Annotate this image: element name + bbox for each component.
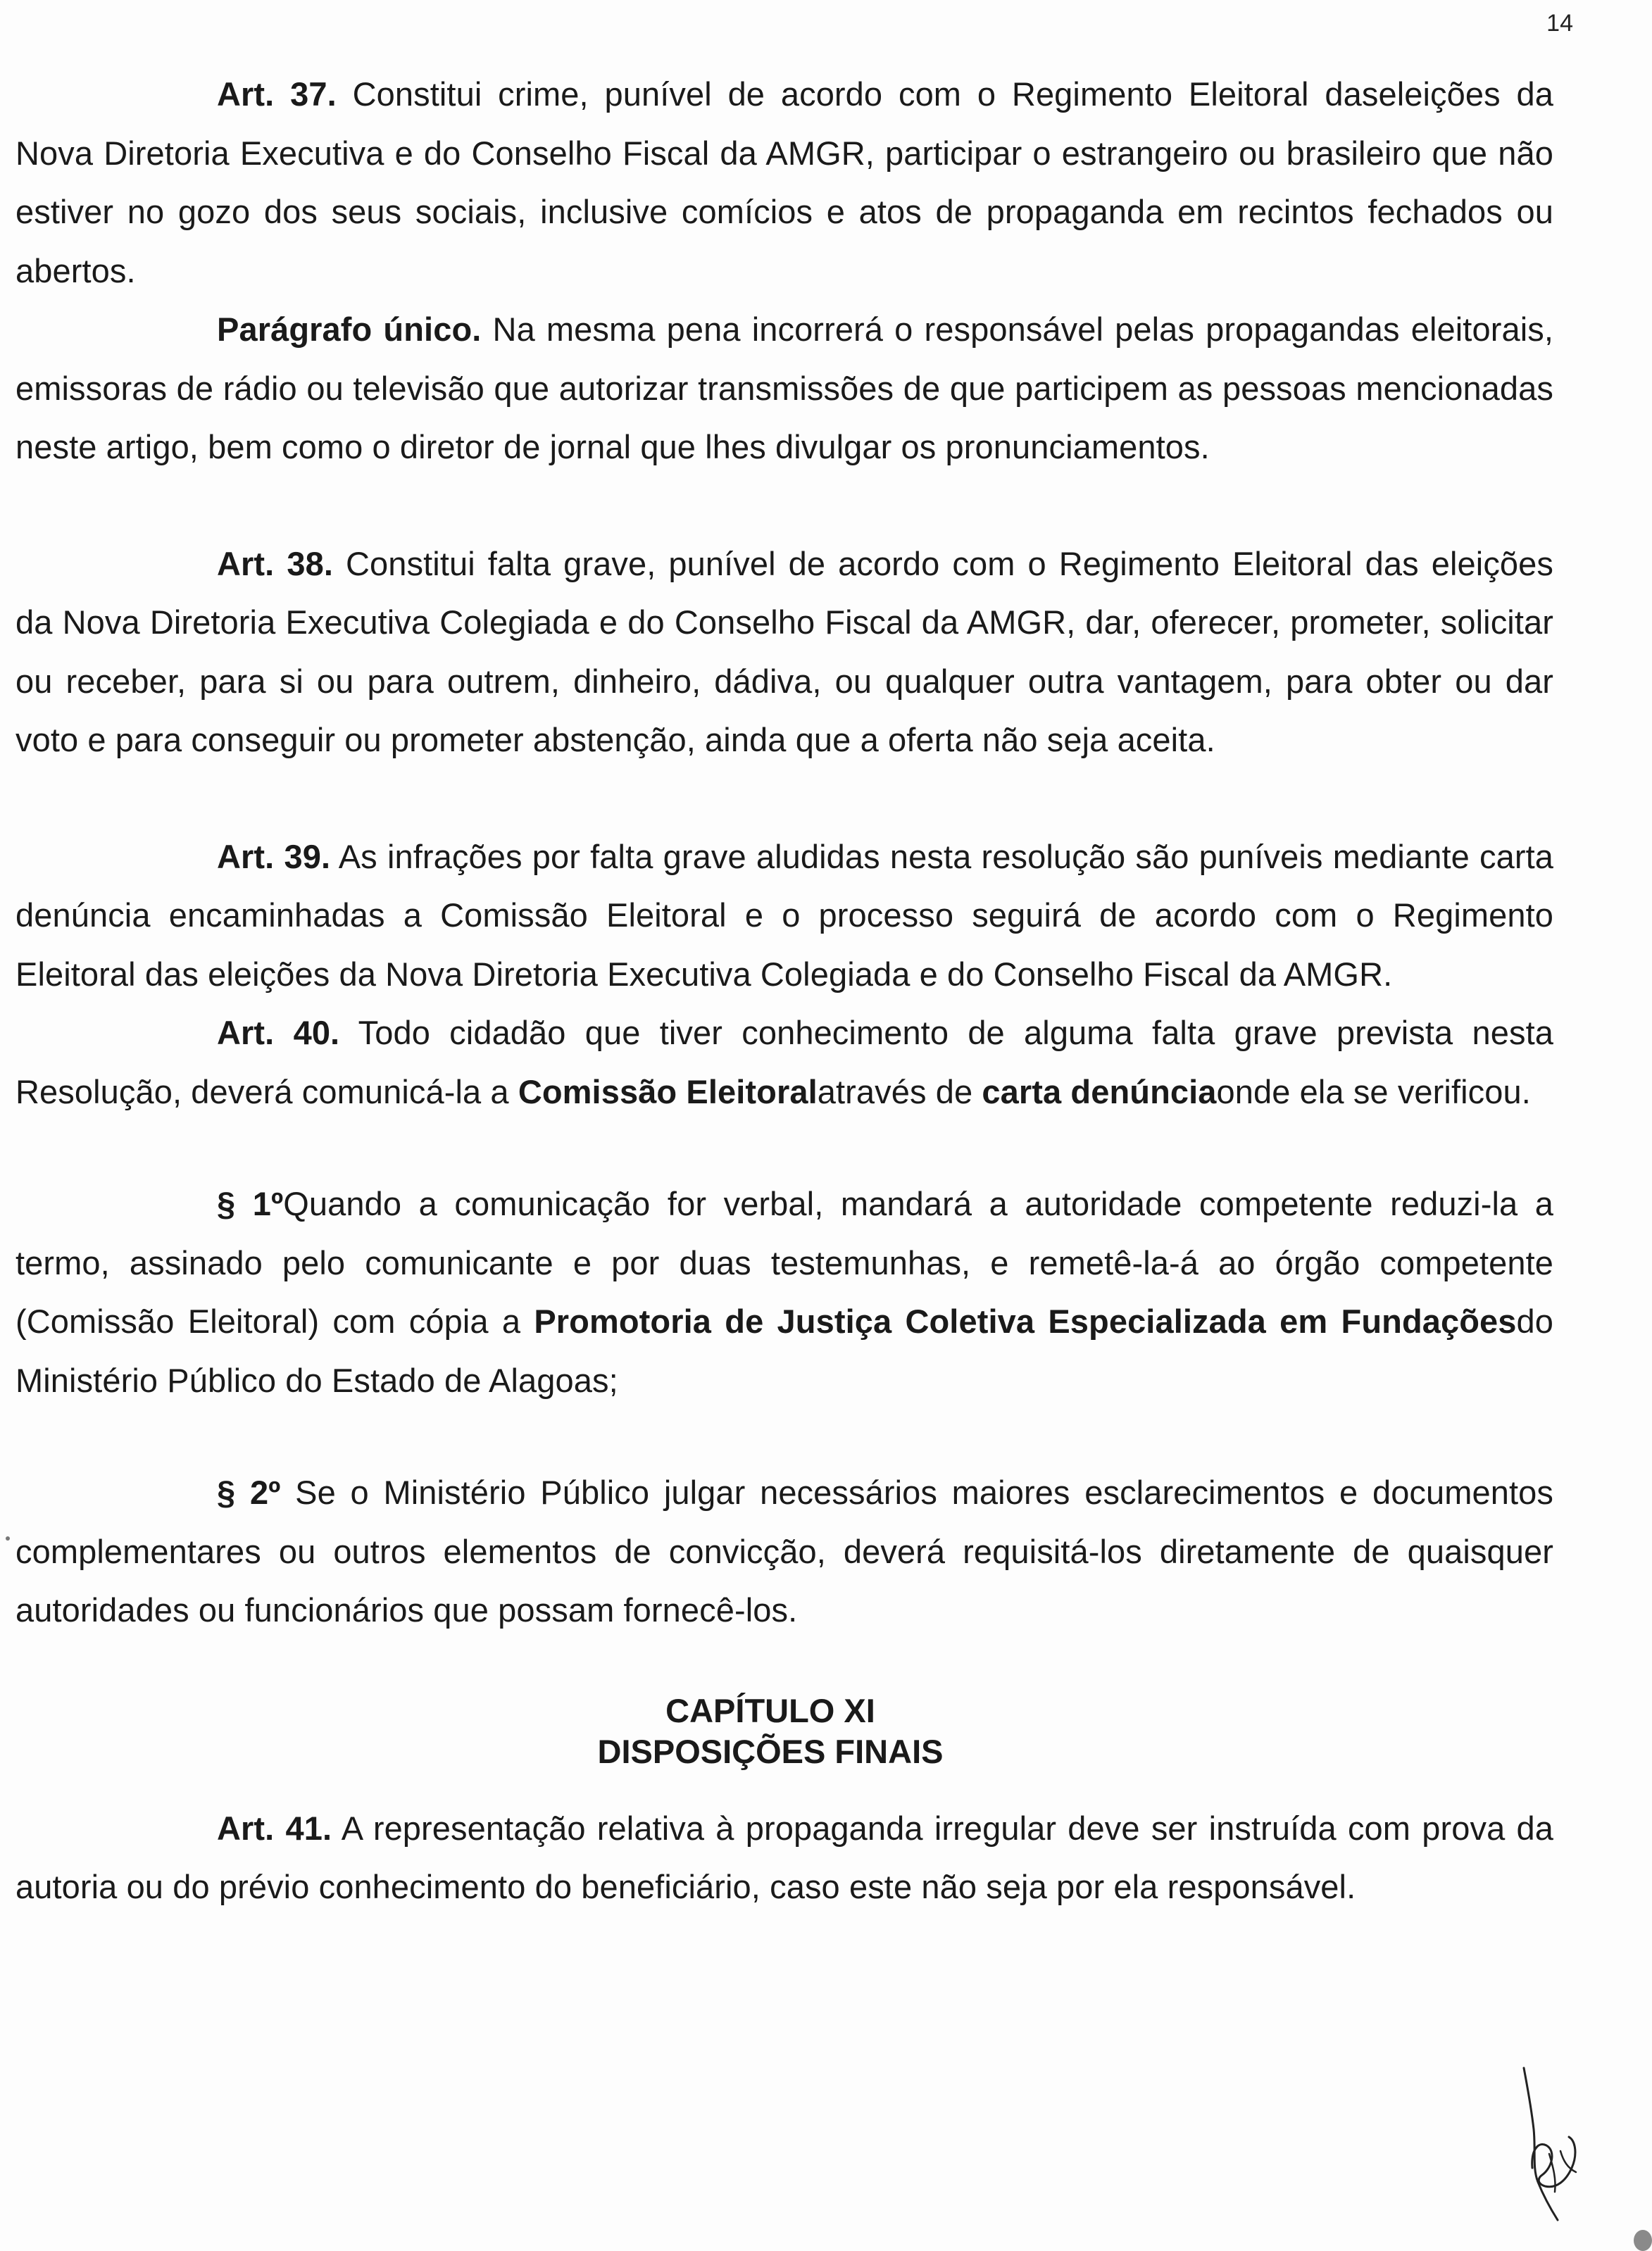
article-40-label: Art. 40. [217,1014,340,1051]
scan-mark [6,1536,10,1541]
paragraph-2-text: Se o Ministério Público julgar necessários maiores esclarecimentos e documentos complementares ou outros elementos de convicção, deverá requisitá-los diretamente de quaisquer autoridades ou funcionários que possam fornecê-los. [15,1474,1553,1629]
paragraph-1-text-b: do Ministério Público do Estado de Alagoas; [15,1303,1553,1399]
article-39-text: As infrações por falta grave aludidas nesta resolução são puníveis mediante carta denúncia encaminhadas a Comissão Eleitoral e o processo seguirá de acordo com o Regimento Eleitoral das eleições da Nova Diretoria Executiva Colegiada e do Conselho Fiscal da AMGR. [15,837,1553,993]
paragraph-2-label: § 2º [217,1474,281,1511]
paragraph-1 [15,1174,1553,1410]
handwritten-signature [1517,2062,1587,2224]
article-41-label: Art. 41. [217,1809,332,1847]
article-38 [15,534,1553,770]
page-number: 14 [1546,10,1573,37]
chapter-title: DISPOSIÇÕES FINAIS [597,1732,944,1770]
article-40-bold-b: carta denúncia [982,1072,1217,1110]
article-40-text-b: através de [817,1072,982,1110]
article-41 [15,1799,1553,1917]
article-40-text-c: onde ela se verificou. [1216,1072,1531,1110]
article-39-label: Art. 39. [217,837,331,875]
scan-mark [1634,2230,1652,2251]
article-37-label: Art. 37. [217,75,337,113]
article-40-bold-a: Comissão Eleitoral [518,1072,818,1110]
article-41-text: A representação relativa à propaganda irregular deve ser instruída com prova da autoria ou do prévio conhecimento do beneficiário, caso este não seja por ela responsável. [15,1809,1553,1905]
paragraph-1-bold: Promotoria de Justiça Coletiva Especializada em Fundações [534,1303,1517,1340]
article-40-text-a: Todo cidadão que tiver conhecimento de alguma falta grave prevista nesta Resolução, deverá comunicá-la a [15,1014,1554,1110]
document-body [15,65,1553,1917]
paragraph-2 [15,1463,1553,1640]
article-38-text: Constitui falta grave, punível de acordo com o Regimento Eleitoral das eleições da Nova Diretoria Executiva Colegiada e do Conselho Fiscal da AMGR, dar, oferecer, prometer, solicitar ou receber, para si ou para outrem, dinheiro, dádiva, ou qualquer outra vantagem, para obter ou dar voto e para conseguir ou prometer abstenção, ainda que a oferta não seja aceita. [15,544,1553,758]
article-38-label: Art. 38. [217,544,333,582]
paragraph-1-text-a: Quando a comunicação for verbal, mandará a autoridade competente reduzi-la a termo, assinado pelo comunicante e por duas testemunhas, e remetê-la-á ao órgão competente (Comissão Eleitoral) com cópia a [15,1185,1553,1340]
paragrafo-unico-text: Na mesma pena incorrerá o responsável pelas propagandas eleitorais, emissoras de rádio ou televisão que autorizar transmissões de que participem as pessoas mencionadas neste artigo, bem como o diretor de jornal que lhes divulgar os pronunciamentos. [15,311,1553,465]
article-37 [15,65,1553,300]
article-40 [15,1003,1553,1121]
chapter-heading [15,1691,1553,1772]
article-39 [15,827,1553,1004]
paragraph-1-label: § 1º [217,1185,284,1222]
chapter-number: CAPÍTULO XI [665,1691,875,1729]
paragrafo-unico-label: Parágrafo único. [217,311,482,348]
paragrafo-unico [15,300,1553,477]
article-37-text: Constitui crime, punível de acordo com o Regimento Eleitoral daseleições da Nova Diretoria Executiva e do Conselho Fiscal da AMGR, participar o estrangeiro ou brasileiro que não estiver no gozo dos seus sociais, inclusive comícios e atos de propaganda em recintos fechados ou abertos. [15,75,1554,289]
